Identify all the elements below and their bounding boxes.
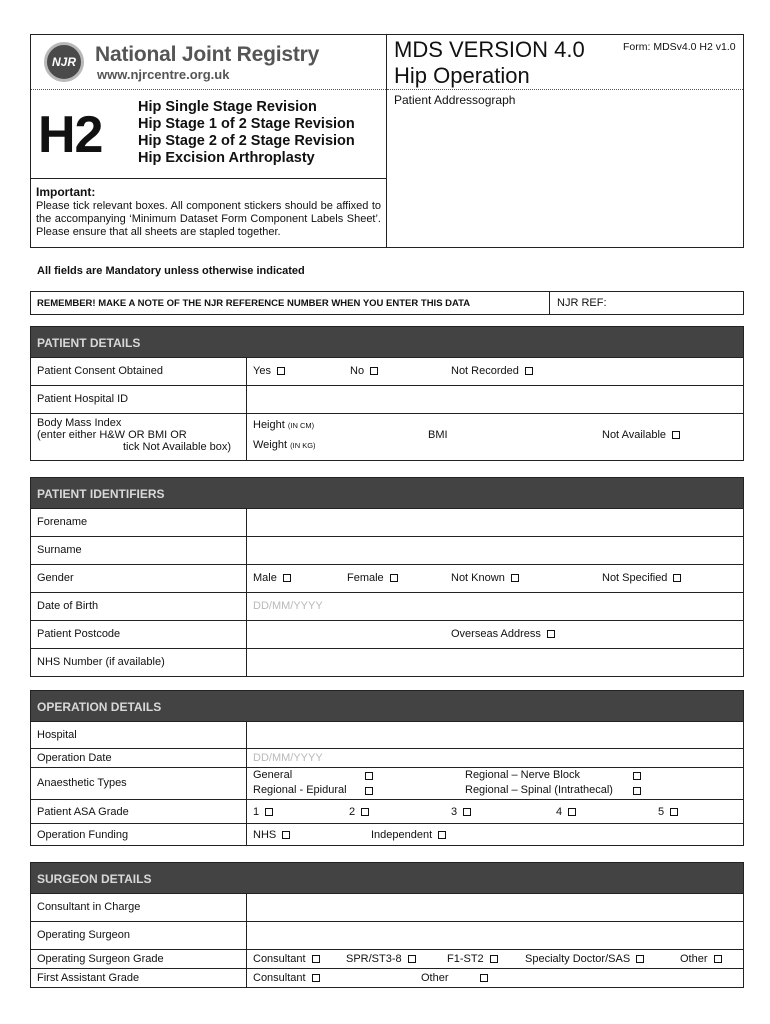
- option-label: Independent: [371, 829, 433, 841]
- option-label: F1-ST2: [447, 953, 484, 965]
- anaesthetic-spinal-label: Regional – Spinal (Intrathecal): [465, 784, 613, 796]
- procedure-type: Hip Stage 2 of 2 Stage Revision: [138, 133, 355, 149]
- height-field[interactable]: [253, 419, 314, 431]
- consent-row: [31, 357, 743, 385]
- checkbox[interactable]: [670, 808, 678, 816]
- anaesthetic-spinal-checkbox[interactable]: [633, 787, 641, 795]
- option-label: NHS: [253, 829, 277, 841]
- asa-grade-5-option[interactable]: [658, 806, 678, 818]
- funding-nhs-option[interactable]: [253, 829, 290, 841]
- checkbox[interactable]: [511, 574, 519, 582]
- checkbox[interactable]: [312, 974, 320, 982]
- checkbox[interactable]: [370, 367, 378, 375]
- asa-grade-row: [31, 799, 743, 823]
- option-label: 4: [556, 806, 563, 818]
- checkbox[interactable]: [361, 808, 369, 816]
- bmi-row: [31, 413, 743, 460]
- grade-spr-option[interactable]: [346, 953, 416, 965]
- form-version: Form: MDSv4.0 H2 v1.0: [623, 41, 736, 53]
- anaesthetic-epidural-checkbox[interactable]: [365, 787, 373, 795]
- surgeon-details-section: [30, 862, 744, 988]
- anaesthetic-nerve-block-label: Regional – Nerve Block: [465, 769, 580, 781]
- height-label: Height: [253, 419, 285, 431]
- dob-input[interactable]: DD/MM/YYYY: [253, 600, 323, 612]
- row-label: Operation Funding: [37, 829, 129, 841]
- option-label: Female: [347, 572, 384, 584]
- option-label: 5: [658, 806, 665, 818]
- option-label: 2: [349, 806, 356, 818]
- section-title: SURGEON DETAILS: [31, 863, 743, 893]
- procedure-type: Hip Excision Arthroplasty: [138, 150, 315, 166]
- hospital-id-input[interactable]: [247, 386, 743, 413]
- checkbox[interactable]: [265, 808, 273, 816]
- consent-not-recorded-option[interactable]: [451, 365, 533, 377]
- divider: [246, 358, 247, 385]
- option-label: Male: [253, 572, 277, 584]
- row-label: Hospital: [37, 729, 77, 741]
- row-label: Gender: [37, 572, 74, 584]
- bmi-field[interactable]: BMI: [428, 429, 448, 441]
- asa-grade-1-option[interactable]: [253, 806, 273, 818]
- row-label: Patient Consent Obtained: [37, 365, 163, 377]
- checkbox[interactable]: [673, 574, 681, 582]
- divider: [549, 292, 550, 314]
- hospital-id-row: [31, 385, 743, 413]
- row-label: Operating Surgeon: [37, 929, 130, 941]
- checkbox[interactable]: [438, 831, 446, 839]
- checkbox[interactable]: [312, 955, 320, 963]
- mandatory-note: All fields are Mandatory unless otherwise indicated: [37, 265, 305, 277]
- height-unit: (IN CM): [287, 421, 315, 430]
- consent-no-option[interactable]: [350, 365, 378, 377]
- consultant-in-charge-row: [31, 893, 743, 921]
- row-label: Operating Surgeon Grade: [37, 953, 164, 965]
- nhs-number-row: [31, 648, 743, 676]
- row-label: Patient Hospital ID: [37, 393, 129, 405]
- assistant-other-checkbox[interactable]: [480, 974, 488, 982]
- option-label: Not Available: [602, 429, 667, 441]
- anaesthetic-nerve-block-checkbox[interactable]: [633, 772, 641, 780]
- row-label: Patient Postcode: [37, 628, 121, 640]
- nhs-number-input[interactable]: [247, 649, 743, 676]
- row-label: Operation Date: [37, 752, 112, 764]
- njr-logo-icon: [44, 42, 84, 82]
- row-label: Anaesthetic Types: [37, 777, 127, 789]
- logo-initials: NJR: [51, 55, 76, 69]
- checkbox[interactable]: [390, 574, 398, 582]
- gender-female-option[interactable]: [347, 572, 398, 584]
- grade-consultant-option[interactable]: [253, 953, 320, 965]
- row-label: Consultant in Charge: [37, 901, 141, 913]
- logo-name: National Joint Registry: [95, 43, 320, 66]
- divider: [246, 950, 247, 968]
- logo-row: [31, 35, 386, 90]
- section-title: OPERATION DETAILS: [31, 691, 743, 721]
- checkbox[interactable]: [408, 955, 416, 963]
- option-label: 3: [451, 806, 458, 818]
- row-label: First Assistant Grade: [37, 972, 140, 984]
- form-header: [30, 34, 744, 248]
- procedure-type: Hip Stage 1 of 2 Stage Revision: [138, 116, 355, 132]
- checkbox[interactable]: [283, 574, 291, 582]
- option-label: SPR/ST3-8: [346, 953, 402, 965]
- logo-url: www.njrcentre.org.uk: [97, 67, 230, 82]
- overseas-address-option[interactable]: [451, 628, 555, 640]
- surgeon-grade-row: [31, 949, 743, 968]
- divider: [387, 89, 743, 90]
- option-label: Overseas Address: [451, 628, 541, 640]
- surname-row: [31, 536, 743, 564]
- operating-surgeon-input[interactable]: [247, 922, 743, 949]
- divider: [246, 749, 247, 767]
- operation-date-row: [31, 748, 743, 767]
- gender-male-option[interactable]: [253, 572, 291, 584]
- postcode-row: [31, 620, 743, 648]
- checkbox[interactable]: [277, 367, 285, 375]
- weight-unit: (IN KG): [290, 441, 316, 450]
- remember-bar: [30, 291, 744, 315]
- checkbox[interactable]: [525, 367, 533, 375]
- header-right: [387, 35, 743, 247]
- divider: [246, 414, 247, 460]
- consent-yes-option[interactable]: [253, 365, 285, 377]
- funding-row: [31, 823, 743, 845]
- option-label: Consultant: [253, 972, 306, 984]
- checkbox[interactable]: [547, 630, 555, 638]
- patient-details-section: [30, 326, 744, 461]
- bmi-label: [37, 417, 231, 453]
- option-label: Specialty Doctor/SAS: [525, 953, 631, 965]
- funding-independent-option[interactable]: [371, 829, 446, 841]
- option-label: 1: [253, 806, 260, 818]
- option-label: Yes: [253, 365, 271, 377]
- checkbox[interactable]: [672, 431, 680, 439]
- checkbox[interactable]: [714, 955, 722, 963]
- important-text: Please tick relevant boxes. All component stickers should be affixed to the accompanying ‘Minimum Dataset Form Component Labels Sheet’. Please ensure that all sheets are stapled together.: [36, 200, 381, 238]
- grade-specialty-option[interactable]: [525, 953, 644, 965]
- checkbox[interactable]: [490, 955, 498, 963]
- form-code-big: H2: [38, 106, 103, 164]
- assistant-other-label: Other: [421, 972, 449, 984]
- checkbox[interactable]: [282, 831, 290, 839]
- procedure-types: [138, 99, 355, 167]
- divider: [246, 565, 247, 592]
- assistant-consultant-option[interactable]: [253, 972, 320, 984]
- option-label: Not Recorded: [451, 365, 519, 377]
- option-label: Not Known: [451, 572, 505, 584]
- operating-surgeon-row: [31, 921, 743, 949]
- anaesthetic-general-label: General: [253, 769, 293, 781]
- hospital-row: [31, 721, 743, 748]
- njr-ref-field[interactable]: NJR REF:: [557, 297, 607, 309]
- anaesthetic-general-checkbox[interactable]: [365, 772, 373, 780]
- bmi-label-line: Body Mass Index: [37, 417, 122, 429]
- divider: [246, 593, 247, 620]
- dob-row: [31, 592, 743, 620]
- gender-not-specified-option[interactable]: [602, 572, 681, 584]
- first-assistant-row: [31, 968, 743, 987]
- grade-other-option[interactable]: [680, 953, 722, 965]
- row-label: Patient ASA Grade: [37, 806, 129, 818]
- row-label: Date of Birth: [37, 600, 99, 612]
- procedure-type: Hip Single Stage Revision: [138, 99, 317, 115]
- option-label: No: [350, 365, 365, 377]
- form-title-line2: Hip Operation: [394, 63, 530, 88]
- patient-identifiers-section: [30, 477, 744, 677]
- divider: [246, 800, 247, 823]
- addressograph-label: Patient Addressograph: [394, 93, 516, 107]
- header-left: [31, 35, 387, 247]
- row-label: NHS Number (if available): [37, 656, 165, 668]
- row-label: Surname: [37, 544, 82, 556]
- anaesthetic-row: [31, 767, 743, 799]
- option-label: Other: [680, 953, 708, 965]
- form-title: [394, 37, 585, 89]
- form-title-line1: MDS VERSION 4.0: [394, 37, 585, 62]
- divider: [246, 824, 247, 845]
- anaesthetic-epidural-label: Regional - Epidural: [253, 784, 347, 796]
- asa-grade-4-option[interactable]: [556, 806, 576, 818]
- weight-label: Weight: [253, 439, 288, 451]
- asa-grade-3-option[interactable]: [451, 806, 471, 818]
- divider: [246, 621, 247, 648]
- forename-row: [31, 508, 743, 536]
- gender-row: [31, 564, 743, 592]
- bmi-label-line: tick Not Available box): [123, 441, 232, 453]
- operation-details-section: [30, 690, 744, 846]
- hospital-input[interactable]: [247, 722, 743, 748]
- section-title: PATIENT DETAILS: [31, 327, 743, 357]
- section-title: PATIENT IDENTIFIERS: [31, 478, 743, 508]
- important-title: Important:: [36, 185, 96, 199]
- important-note: [31, 178, 386, 247]
- checkbox[interactable]: [463, 808, 471, 816]
- asa-grade-2-option[interactable]: [349, 806, 369, 818]
- bmi-not-available-option[interactable]: [602, 429, 680, 441]
- checkbox[interactable]: [568, 808, 576, 816]
- forename-input[interactable]: [247, 509, 743, 536]
- divider: [246, 768, 247, 799]
- divider: [246, 969, 247, 987]
- operation-date-input[interactable]: DD/MM/YYYY: [253, 752, 323, 764]
- checkbox[interactable]: [636, 955, 644, 963]
- weight-field[interactable]: [253, 439, 316, 451]
- row-label: Forename: [37, 516, 88, 528]
- consultant-in-charge-input[interactable]: [247, 894, 743, 921]
- option-label: Not Specified: [602, 572, 668, 584]
- gender-not-known-option[interactable]: [451, 572, 519, 584]
- option-label: Consultant: [253, 953, 306, 965]
- surname-input[interactable]: [247, 537, 743, 564]
- bmi-label-line: (enter either H&W OR BMI OR: [37, 429, 187, 441]
- remember-text: REMEMBER! MAKE A NOTE OF THE NJR REFERENCE NUMBER WHEN YOU ENTER THIS DATA: [37, 298, 471, 309]
- grade-f1-option[interactable]: [447, 953, 498, 965]
